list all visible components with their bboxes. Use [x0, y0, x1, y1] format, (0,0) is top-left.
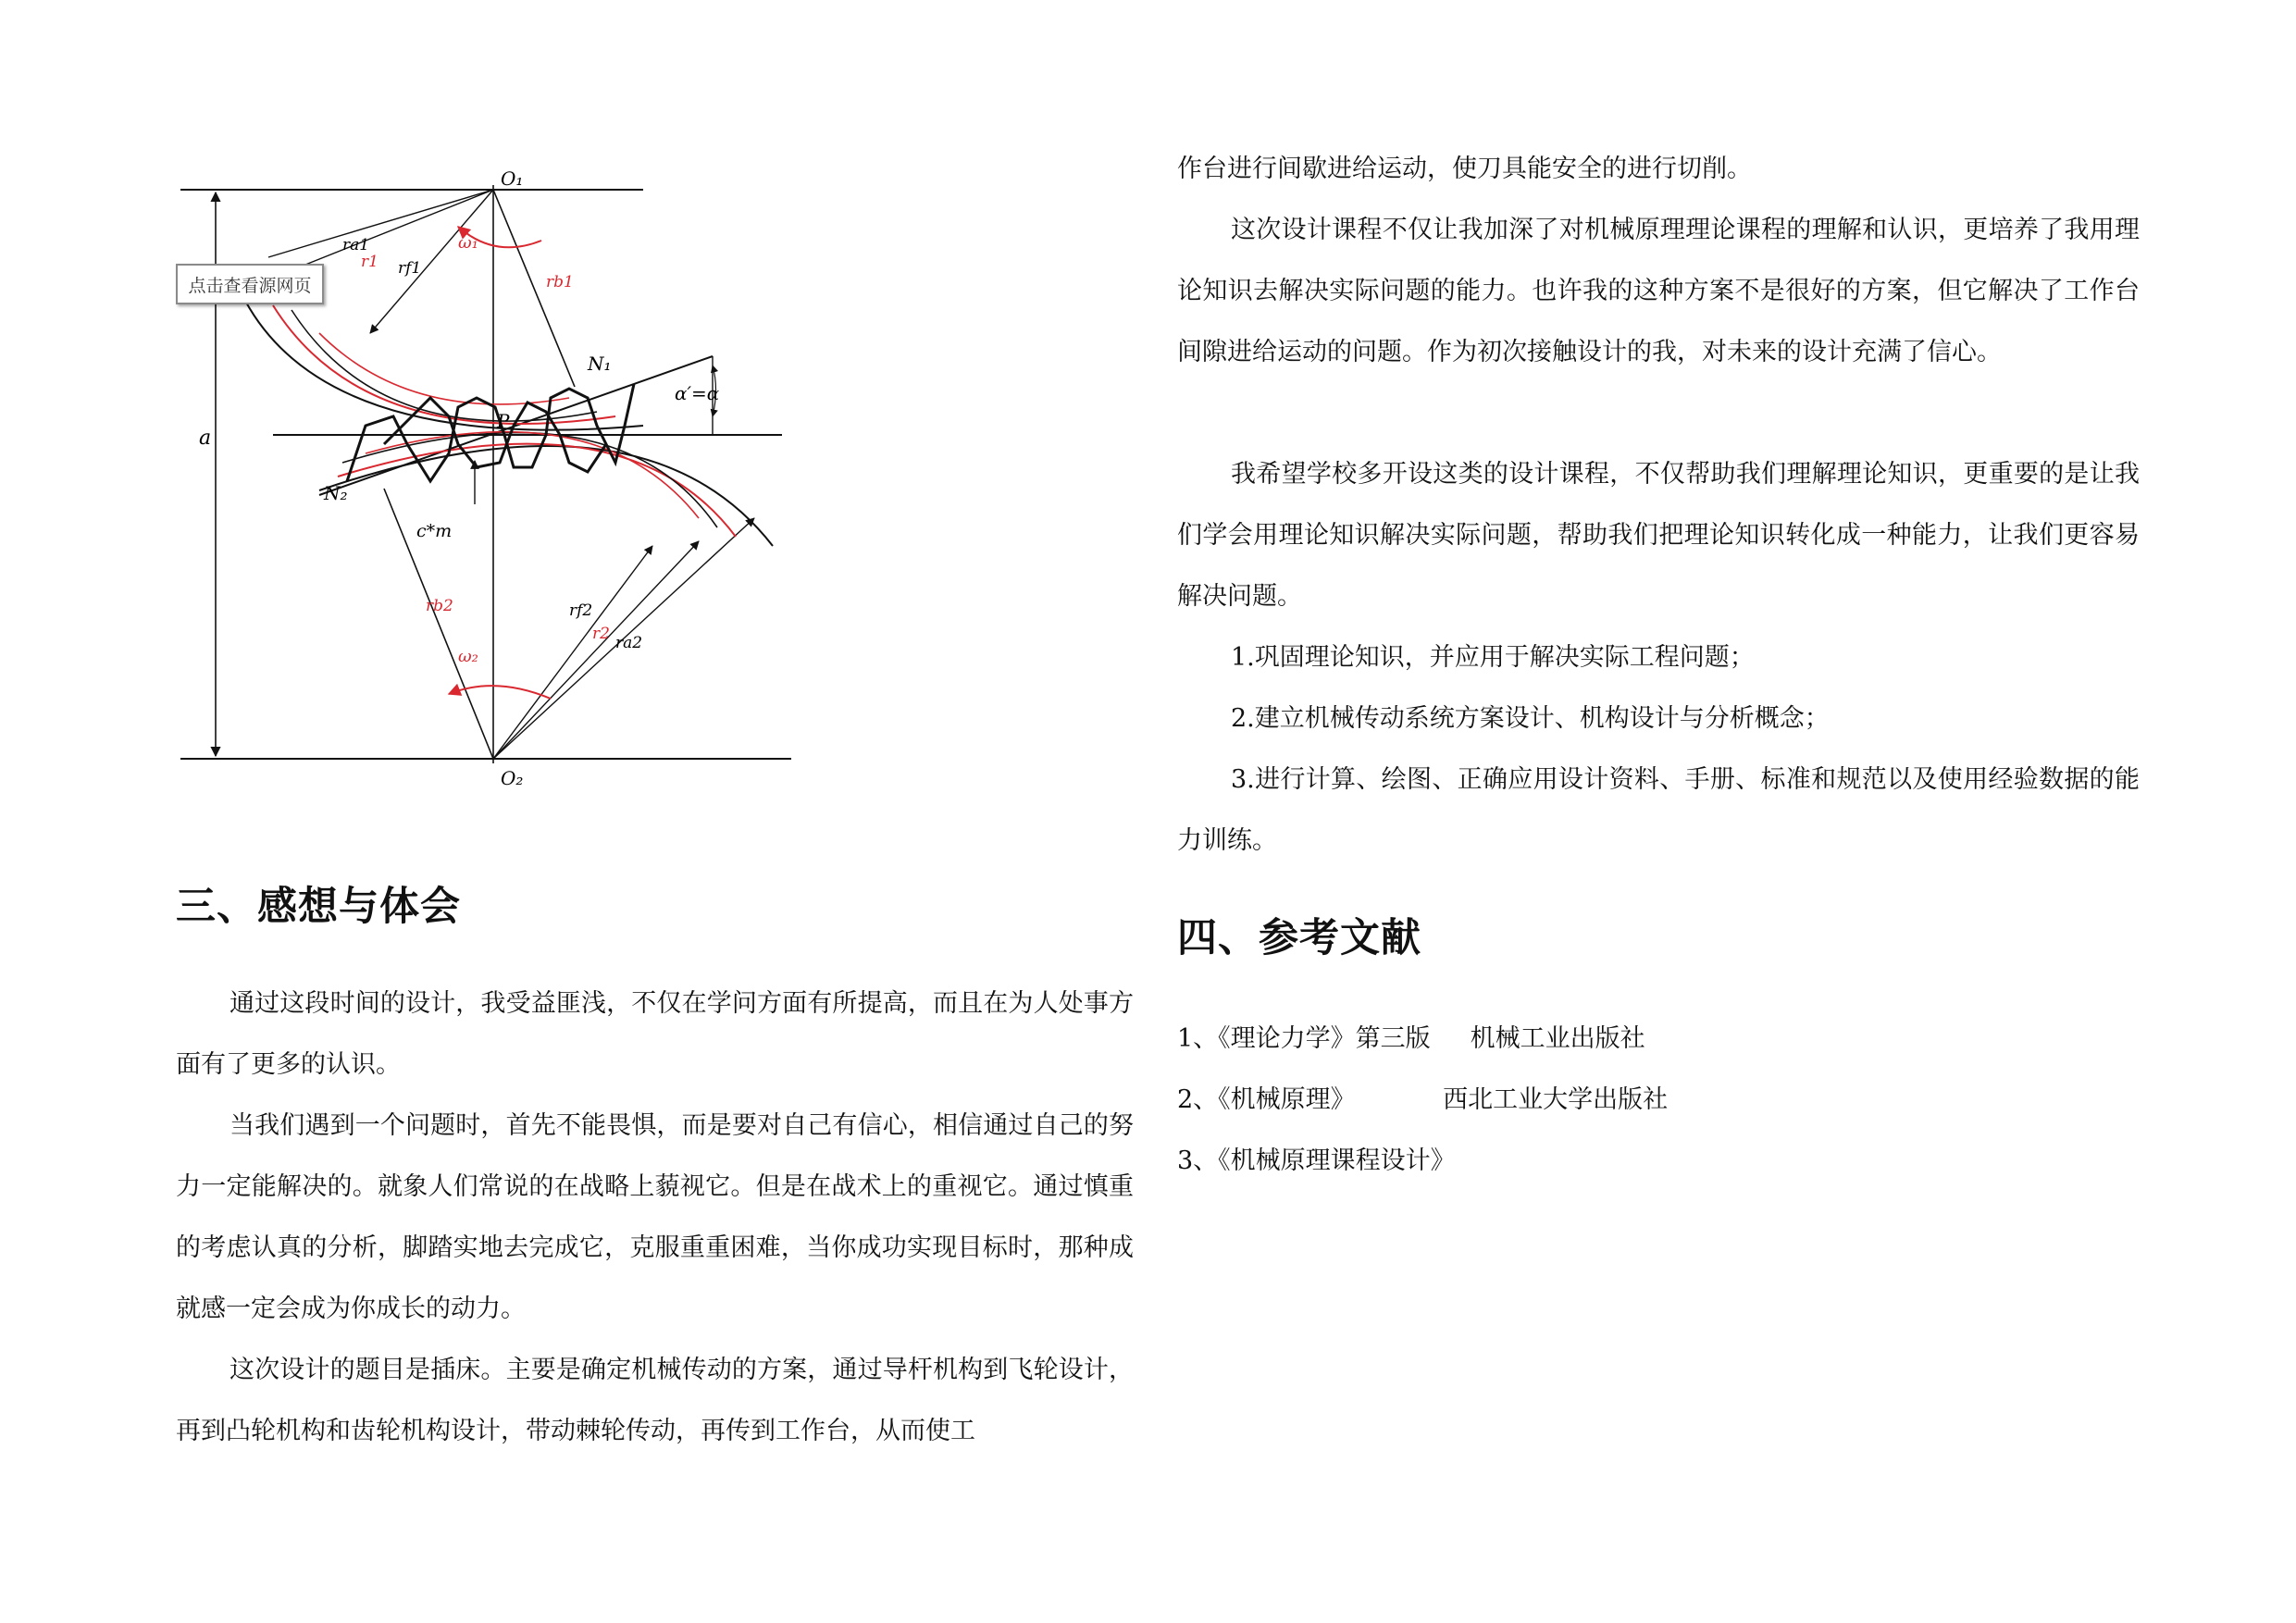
label-ra2: ra2 [615, 634, 643, 652]
label-r2: r2 [592, 625, 610, 643]
label-alpha: α′=α [675, 382, 720, 404]
reflection-paragraph-2: 我希望学校多开设这类的设计课程，不仅帮助我们理解理论知识，更重要的是让我们学会用理论知识解决实际问题，帮助我们把理论知识转化成一种能力，让我们更容易解决问题。 [1177, 460, 2140, 611]
gear-mesh-figure [180, 148, 800, 805]
reflection-paragraph-1: 这次设计课程不仅让我加深了对机械原理理论课程的理解和认识，更培养了我用理论知识去解决实际问题的能力。也许我的这种方案不是很好的方案，但它解决了工作台间隙进给运动的问题。作为初次接触设计的我，对未来的设计充满了信心。 [1177, 216, 2140, 366]
gear-diagram [180, 148, 800, 805]
reference-3: 3、《机械原理课程设计》 [1177, 1146, 1456, 1175]
label-n2: N₂ [324, 482, 348, 504]
reference-2: 2、《机械原理》 西北工业大学出版社 [1177, 1085, 1669, 1114]
label-o2: O₂ [501, 767, 524, 789]
continuation-line: 作台进行间歇进给运动，使刀具能安全的进行切削。 [1177, 155, 1752, 183]
view-source-page-tag[interactable]: 点击查看源网页 [176, 264, 324, 304]
label-rf2: rf2 [569, 601, 593, 620]
section-3-paragraph-2: 当我们遇到一个问题时，首先不能畏惧，而是要对自己有信心，相信通过自己的努力一定能解决的。就象人们常说的在战略上藐视它。但是在战术上的重视它。通过慎重的考虑认真的分析，脚踏实地去完成它，克服重重困难，当你成功实现目标时，那种成就感一定会成为你成长的动力。 [176, 1111, 1134, 1323]
section-3-paragraph-1: 通过这段时间的设计，我受益匪浅，不仅在学问方面有所提高，而且在为人处事方面有了更多的认识。 [176, 989, 1134, 1079]
section-4-heading: 四、参考文献 [1177, 915, 1421, 961]
label-omega2: ω₂ [458, 647, 478, 666]
goal-item-3: 3.进行计算、绘图、正确应用设计资料、手册、标准和规范以及使用经验数据的能力训练。 [1177, 765, 2140, 855]
label-rb1: rb1 [546, 273, 574, 291]
label-n1: N₁ [588, 353, 612, 375]
reference-1: 1、《理论力学》第三版 机械工业出版社 [1177, 1024, 1645, 1053]
label-ra1: ra1 [342, 236, 370, 254]
section-3-paragraph-3: 这次设计的题目是插床。主要是确定机械传动的方案，通过导杆机构到飞轮设计，再到凸轮机构和齿轮机构设计，带动棘轮传动，再传到工作台，从而使工 [176, 1356, 1134, 1445]
goal-item-1: 1.巩固理论知识，并应用于解决实际工程问题； [1231, 643, 1755, 672]
label-o1: O₁ [501, 167, 524, 190]
label-p: P [497, 410, 510, 432]
section-3-heading: 三、感想与体会 [176, 884, 461, 930]
label-a: a [199, 427, 212, 450]
label-rf1: rf1 [398, 259, 422, 278]
label-rb2: rb2 [426, 597, 453, 615]
label-cm: c*m [416, 521, 453, 541]
label-omega1: ω₁ [458, 233, 478, 253]
label-r1: r1 [361, 253, 379, 271]
goal-item-2: 2.建立机械传动系统方案设计、机构设计与分析概念； [1231, 704, 1830, 733]
